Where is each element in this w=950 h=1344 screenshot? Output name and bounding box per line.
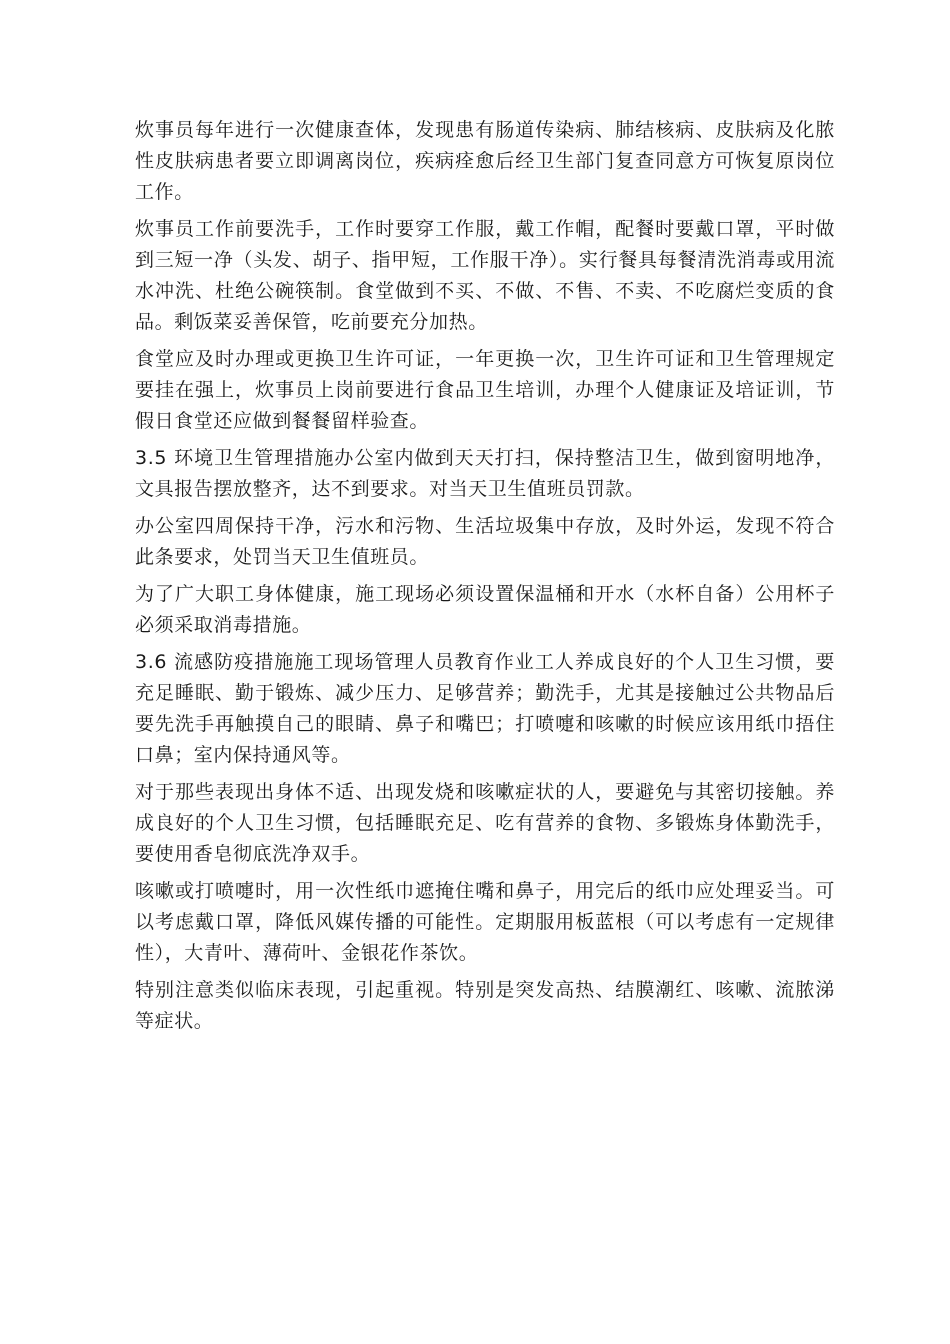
paragraph-avoid-contact: 对于那些表现出身体不适、出现发烧和咳嗽症状的人，要避免与其密切接触。养成良好的个人卫生习惯，包括睡眠充足、吃有营养的食物、多锻炼身体勤洗手，要使用香皂彻底洗净双手。 [135,781,835,865]
paragraph-clinical-signs: 特别注意类似临床表现，引起重视。特别是突发高热、结膜潮红、咳嗽、流脓涕等症状。 [135,979,835,1032]
paragraph-office-surroundings: 办公室四周保持干净，污水和污物、生活垃圾集中存放，及时外运，发现不符合此条要求，处罚当天卫生值班员。 [135,515,835,568]
paragraph-environment-hygiene: 3.5 环境卫生管理措施办公室内做到天天打扫，保持整洁卫生，做到窗明地净，文具报告摆放整齐，达不到要求。对当天卫生值班员罚款。 [135,447,835,500]
paragraph-flu-prevention: 3.6 流感防疫措施施工现场管理人员教育作业工人养成良好的个人卫生习惯，要充足睡眠、勤于锻炼、减少压力、足够营养；勤洗手，尤其是接触过公共物品后要先洗手再触摸自己的眼睛、鼻子和嘴巴；打喷嚏和咳嗽的时候应该用纸巾捂住口鼻；室内保持通风等。 [135,651,835,766]
paragraph-canteen-license: 食堂应及时办理或更换卫生许可证，一年更换一次，卫生许可证和卫生管理规定要挂在强上，炊事员上岗前要进行食品卫生培训，办理个人健康证及培证训，节假日食堂还应做到餐餐留样验查。 [135,348,835,432]
paragraph-water-cups: 为了广大职工身体健康，施工现场必须设置保温桶和开水（水杯自备）公用杯子必须采取消毒措施。 [135,583,835,636]
paragraph-cough-etiquette: 咳嗽或打喷嚏时，用一次性纸巾遮掩住嘴和鼻子，用完后的纸巾应处理妥当。可以考虑戴口罩，降低风媒传播的可能性。定期服用板蓝根（可以考虑有一定规律性），大青叶、薄荷叶、金银花作茶饮。 [135,880,835,964]
document-body [135,115,835,1043]
paragraph-cook-hygiene: 炊事员工作前要洗手，工作时要穿工作服，戴工作帽，配餐时要戴口罩，平时做到三短一净（头发、胡子、指甲短，工作服干净）。实行餐具每餐清洗消毒或用流水冲洗、杜绝公碗筷制。食堂做到不买、不做、不售、不卖、不吃腐烂变质的食品。剩饭菜妥善保管，吃前要充分加热。 [135,218,835,333]
paragraph-cook-health-check: 炊事员每年进行一次健康查体，发现患有肠道传染病、肺结核病、皮肤病及化脓性皮肤病患者要立即调离岗位，疾病痊愈后经卫生部门复查同意方可恢复原岗位工作。 [135,119,835,203]
